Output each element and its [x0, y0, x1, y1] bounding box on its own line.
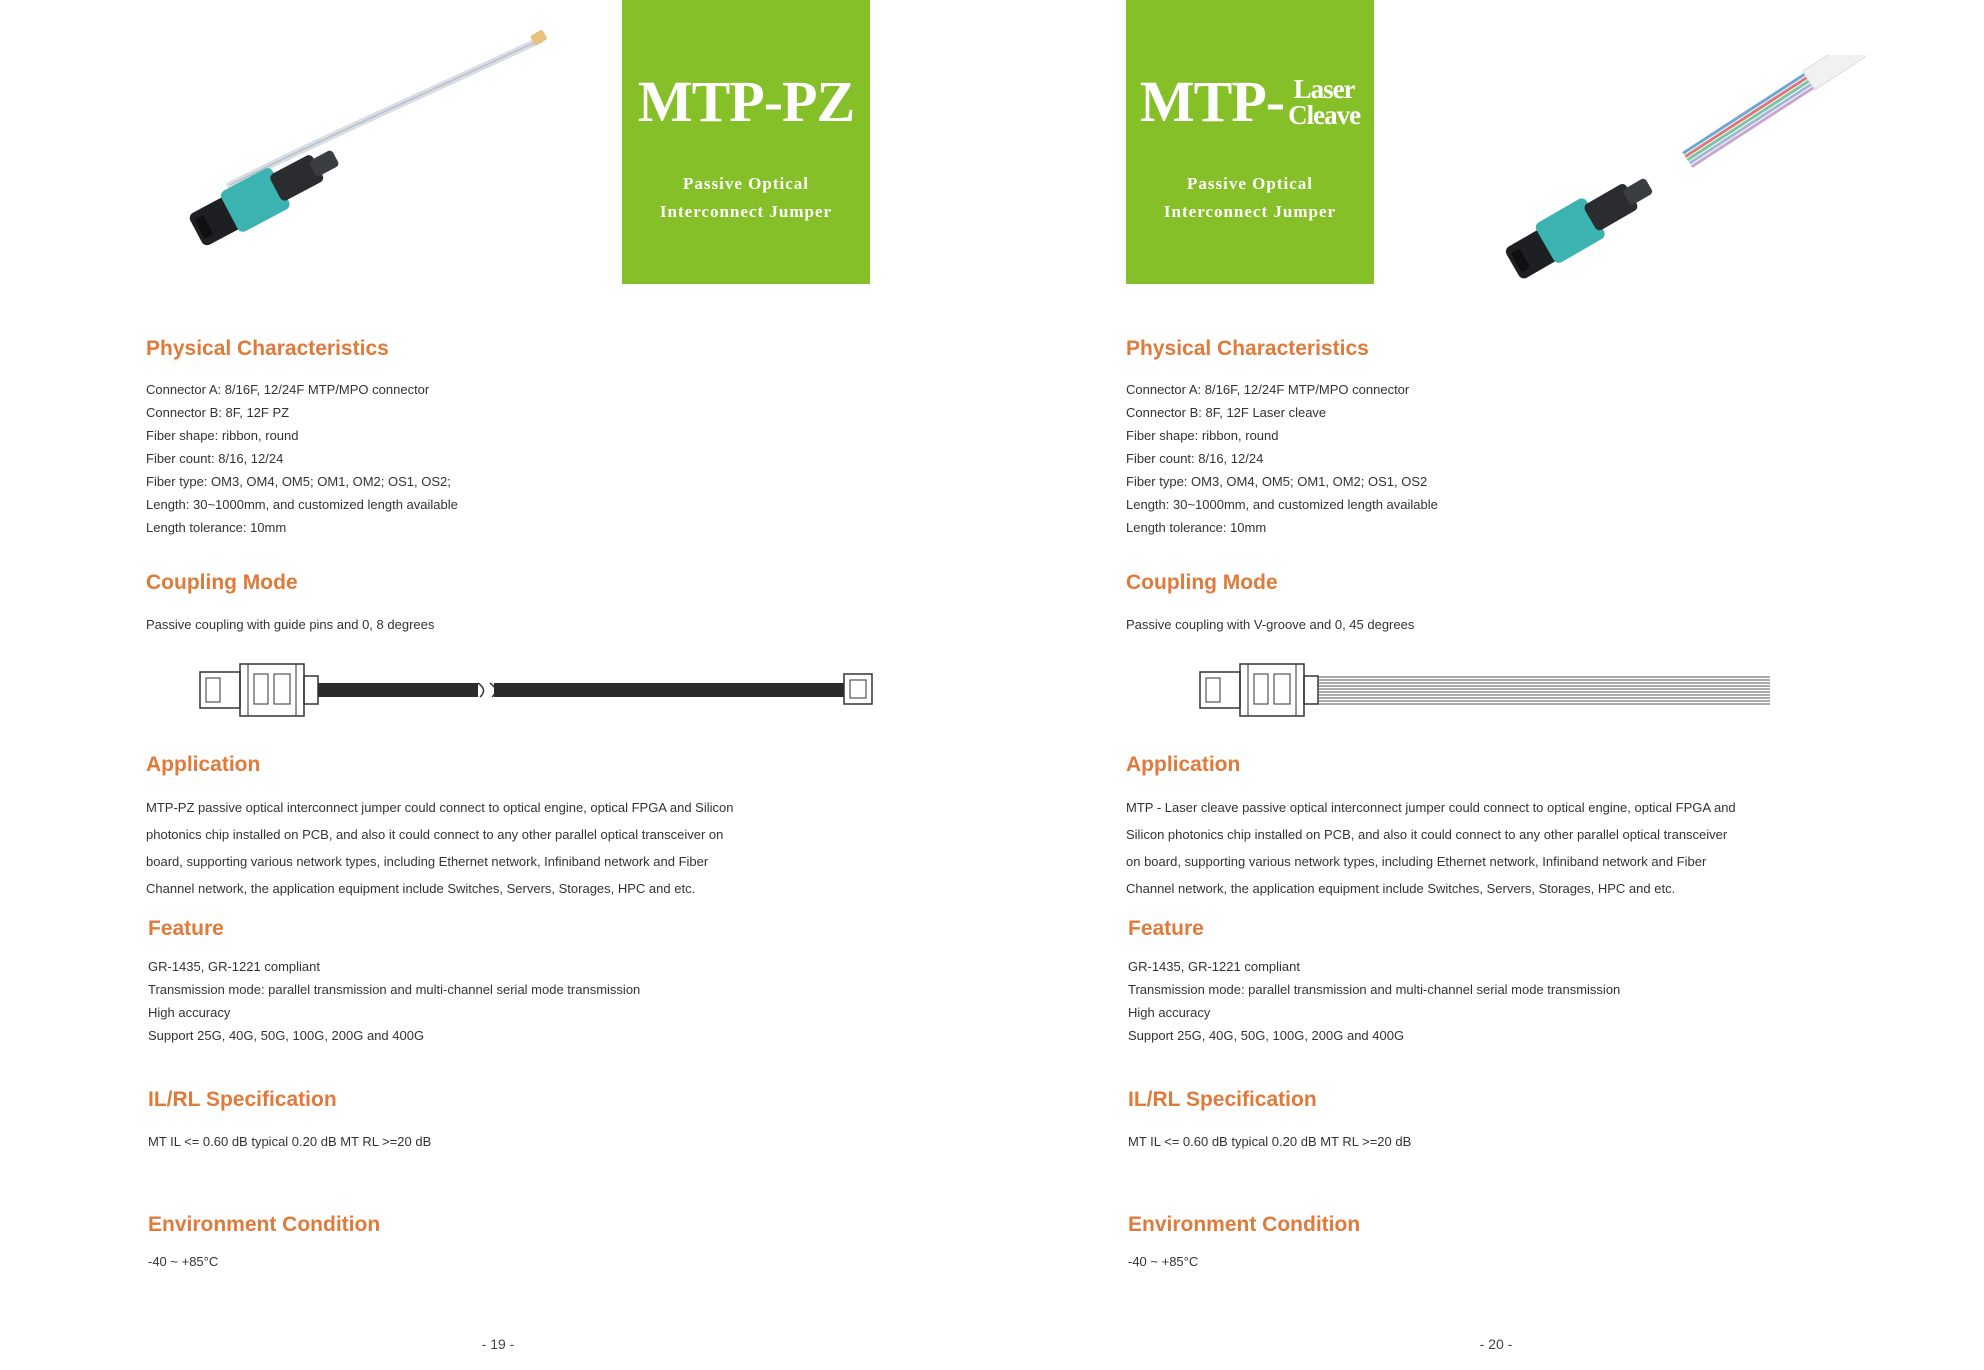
feature-line: Support 25G, 40G, 50G, 100G, 200G and 400G — [148, 1028, 425, 1043]
physical-heading: Physical Characteristics — [1126, 337, 1369, 360]
environment-heading: Environment Condition — [1128, 1213, 1361, 1236]
ilrl-heading: IL/RL Specification — [1128, 1088, 1317, 1111]
title-stack — [1288, 73, 1361, 130]
product-title — [1126, 68, 1374, 135]
application-line: Silicon photonics chip installed on PCB, and also it could connect to any other parallel optical transceiver — [1126, 827, 1728, 842]
application-line: Channel network, the application equipment include Switches, Servers, Storages, HPC and etc. — [1126, 881, 1676, 896]
physical-line: Length: 30~1000mm, and customized length available — [146, 497, 458, 512]
application-line: on board, supporting various network types, including Ethernet network, Infiniband network and Fiber — [1126, 854, 1707, 869]
environment-text: -40 ~ +85°C — [148, 1254, 219, 1269]
application-line: MTP-PZ passive optical interconnect jumper could connect to optical engine, optical FPGA and Silicon — [146, 800, 734, 815]
page-number: - 19 - — [481, 1336, 515, 1352]
physical-line: Fiber type: OM3, OM4, OM5; OM1, OM2; OS1, OS2; — [146, 474, 451, 489]
physical-line: Fiber shape: ribbon, round — [1126, 428, 1279, 443]
environment-text: -40 ~ +85°C — [1128, 1254, 1199, 1269]
coupling-heading: Coupling Mode — [146, 571, 298, 594]
title-stack-line: Laser — [1293, 73, 1355, 104]
coupling-heading: Coupling Mode — [1126, 571, 1278, 594]
product-subtitle — [622, 170, 870, 226]
connector-photo-icon — [170, 30, 570, 270]
physical-line: Connector A: 8/16F, 12/24F MTP/MPO connector — [1126, 382, 1410, 397]
physical-line: Length tolerance: 10mm — [1126, 520, 1267, 535]
feature-line: High accuracy — [1128, 1005, 1211, 1020]
application-line: photonics chip installed on PCB, and also it could connect to any other parallel optical transceiver on — [146, 827, 724, 842]
physical-line: Connector B: 8F, 12F Laser cleave — [1126, 405, 1327, 420]
physical-heading: Physical Characteristics — [146, 337, 389, 360]
product-title-box — [1126, 0, 1374, 284]
feature-line: GR-1435, GR-1221 compliant — [148, 959, 320, 974]
subtitle-line: Passive Optical — [683, 174, 809, 193]
title-prefix: MTP- — [1139, 69, 1285, 134]
product-title-box — [622, 0, 870, 284]
application-line: Channel network, the application equipment include Switches, Servers, Storages, HPC and etc. — [146, 881, 696, 896]
page-number: - 20 - — [1479, 1336, 1513, 1352]
physical-line: Connector B: 8F, 12F PZ — [146, 405, 290, 420]
product-title: MTP-PZ — [637, 69, 855, 134]
application-heading: Application — [146, 753, 261, 776]
environment-heading: Environment Condition — [148, 1213, 381, 1236]
subtitle-line: Interconnect Jumper — [659, 202, 833, 221]
ilrl-text: MT IL <= 0.60 dB typical 0.20 dB MT RL >=20 dB — [1128, 1134, 1412, 1149]
product-subtitle — [1126, 170, 1374, 226]
feature-heading: Feature — [1128, 917, 1204, 940]
physical-line: Connector A: 8/16F, 12/24F MTP/MPO connector — [146, 382, 430, 397]
feature-line: GR-1435, GR-1221 compliant — [1128, 959, 1300, 974]
title-stack-line: Cleave — [1288, 99, 1361, 130]
subtitle-line: Interconnect Jumper — [1163, 202, 1337, 221]
feature-line: Transmission mode: parallel transmission and multi-channel serial mode transmission — [148, 982, 641, 997]
coupling-text: Passive coupling with V-groove and 0, 45 degrees — [1126, 617, 1415, 632]
jumper-drawing-icon — [198, 660, 874, 720]
page-20 — [992, 0, 1984, 1370]
feature-heading: Feature — [148, 917, 224, 940]
physical-line: Fiber count: 8/16, 12/24 — [146, 451, 284, 466]
physical-line: Fiber type: OM3, OM4, OM5; OM1, OM2; OS1, OS2 — [1126, 474, 1428, 489]
feature-line: Transmission mode: parallel transmission and multi-channel serial mode transmission — [1128, 982, 1621, 997]
physical-line: Length tolerance: 10mm — [146, 520, 287, 535]
ilrl-text: MT IL <= 0.60 dB typical 0.20 dB MT RL >=20 dB — [148, 1134, 432, 1149]
coupling-text: Passive coupling with guide pins and 0, 8 degrees — [146, 617, 435, 632]
feature-line: Support 25G, 40G, 50G, 100G, 200G and 400G — [1128, 1028, 1405, 1043]
physical-line: Fiber shape: ribbon, round — [146, 428, 299, 443]
physical-line: Fiber count: 8/16, 12/24 — [1126, 451, 1264, 466]
jumper-drawing-icon — [1198, 660, 1772, 720]
connector-photo-icon — [1482, 55, 1882, 285]
application-line: MTP - Laser cleave passive optical interconnect jumper could connect to optical engine, optical FPGA and — [1126, 800, 1736, 815]
physical-line: Length: 30~1000mm, and customized length available — [1126, 497, 1438, 512]
application-line: board, supporting various network types, including Ethernet network, Infiniband network and Fiber — [146, 854, 709, 869]
feature-line: High accuracy — [148, 1005, 231, 1020]
subtitle-line: Passive Optical — [1187, 174, 1313, 193]
ilrl-heading: IL/RL Specification — [148, 1088, 337, 1111]
application-heading: Application — [1126, 753, 1241, 776]
